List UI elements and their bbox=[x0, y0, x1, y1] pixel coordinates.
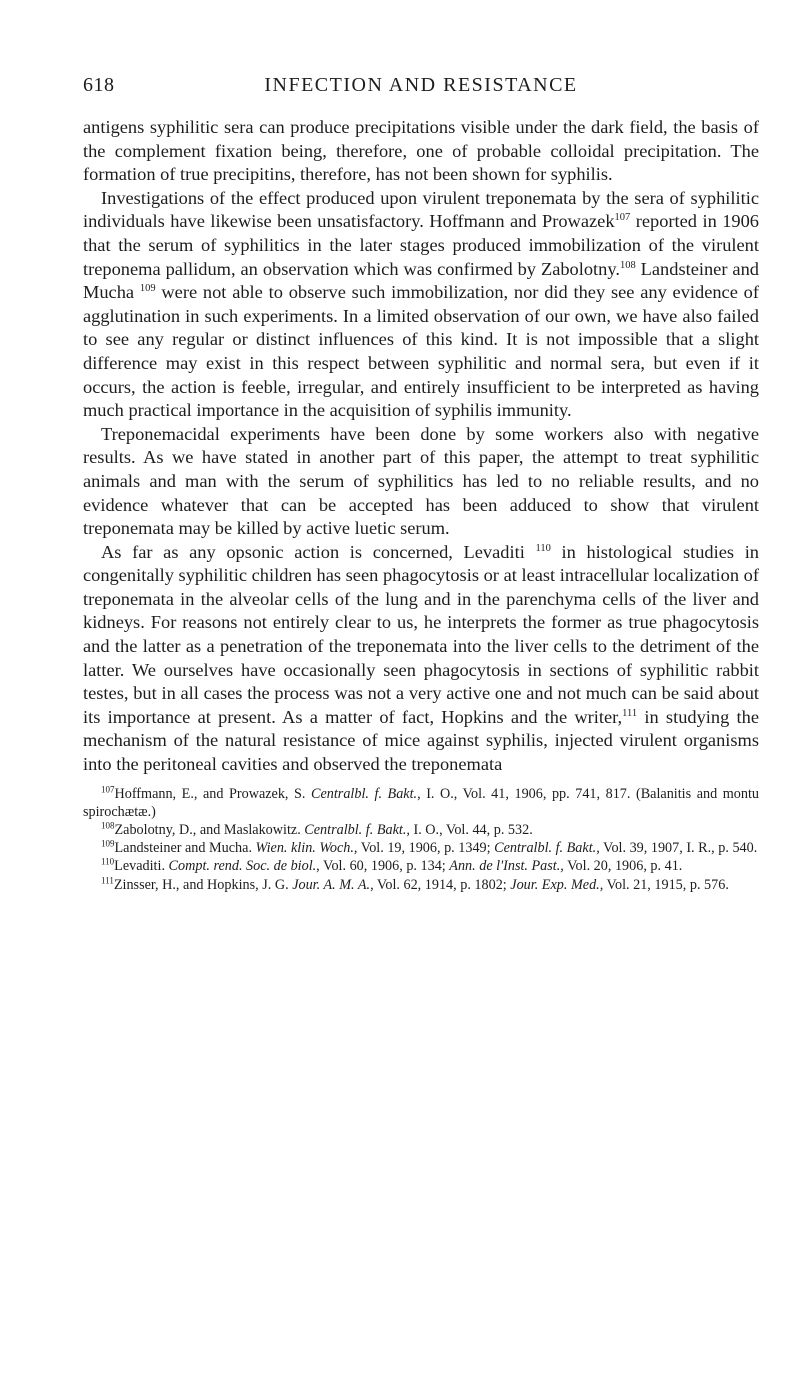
paragraph-3 bbox=[83, 423, 759, 541]
journal-title: Centralbl. f. Bakt., bbox=[494, 840, 600, 857]
footnote-text: Vol. 19, 1906, p. 1349; bbox=[357, 840, 495, 857]
footnote-number: 109 bbox=[101, 838, 115, 849]
journal-title: Wien. klin. Woch., bbox=[255, 840, 358, 857]
footnote-text: Zinsser, H., and Hopkins, J. G. bbox=[113, 876, 293, 893]
paragraph-text: Landsteiner and Mucha bbox=[83, 258, 759, 303]
footnote-text: Vol. 60, 1906, p. 134; bbox=[319, 858, 450, 875]
footnote-text: Vol. 62, 1914, p. 1802; bbox=[373, 876, 511, 893]
paragraph-text: Treponemacidal experiments have been done by some workers also with negative results. As we have stated in another part of this paper, the attempt to treat syphilitic animals and man with the serum of syphilitics has led to no reliable results, and no evidence whatever that can be accepted has been adduced to show that virulent treponemata may be killed by active luetic serum. bbox=[83, 423, 759, 539]
footnote-number: 107 bbox=[101, 783, 115, 794]
footnote-ref-111[interactable]: 111 bbox=[622, 707, 638, 719]
paragraph-text: antigens syphilitic sera can produce precipitations visible under the dark field, the basis of the complement fixation being, therefore, one of probable colloidal precipitation. The formation of true precipitins, therefore, has not been shown for syphilis. bbox=[83, 117, 759, 185]
paragraph-text: in histological studies in congenitally syphilitic children has seen phagocytosis or at least intracellular localization of treponemata in the alveolar cells of the lung and in the parenchyma cells of the liver and kidneys. For reasons not entirely clear to us, he interprets the former as true phagocytosis and the latter as a penetration of the treponemata into the liver cells to the detriment of the latter. We ourselves have occasionally seen phagocytosis in sections of syphilitic rabbit testes, but in all cases the process was not a very active one and not much can be said about its importance at present. As a matter of fact, Hopkins and the writer, bbox=[83, 541, 759, 727]
journal-title: Jour. Exp. Med., bbox=[510, 876, 604, 893]
footnote-text: Landsteiner and Mucha. bbox=[114, 840, 256, 857]
footnote-text: Hoffmann, E., and Prowazek, S. bbox=[114, 785, 312, 802]
footnote-text: Vol. 39, 1907, I. R., p. 540. bbox=[599, 840, 758, 857]
footnote-number: 108 bbox=[101, 820, 115, 831]
journal-title: Centralbl. f. Bakt., bbox=[304, 822, 410, 839]
journal-title: Compt. rend. Soc. de biol., bbox=[168, 858, 320, 875]
footnote-107 bbox=[83, 785, 759, 821]
footnote-number: 111 bbox=[101, 874, 114, 885]
paragraph-text: As far as any opsonic action is concerned, Levaditi bbox=[101, 541, 536, 562]
paragraph-2 bbox=[83, 187, 759, 423]
book-page bbox=[83, 74, 759, 894]
footnote-ref-107[interactable]: 107 bbox=[614, 212, 631, 224]
footnote-text: Vol. 20, 1906, p. 41. bbox=[563, 858, 683, 875]
paragraph-text: were not able to observe such immobilization, nor did they see any evidence of agglutination in such experiments. In a limited observation of our own, we have also failed to see any regular or distinct influences of this kind. It is not impossible that a slight difference may exist in this respect between syphilitic and normal sera, but even if it occurs, the action is feeble, irregular, and entirely insufficient to be interpreted as having much practical importance in the acquisition of syphilis immunity. bbox=[83, 282, 759, 421]
footnote-111 bbox=[83, 876, 759, 894]
paragraph-4 bbox=[83, 541, 759, 777]
footnote-text: I. O., Vol. 44, p. 532. bbox=[409, 822, 533, 839]
journal-title: Jour. A. M. A., bbox=[292, 876, 374, 893]
page-number: 618 bbox=[83, 74, 115, 96]
footnote-number: 110 bbox=[101, 856, 115, 867]
footnote-110 bbox=[83, 857, 759, 875]
page-header bbox=[83, 74, 759, 108]
footnotes bbox=[83, 785, 759, 894]
footnote-108 bbox=[83, 821, 759, 839]
journal-title: Ann. de l'Inst. Past., bbox=[449, 858, 564, 875]
journal-title: Centralbl. f. Bakt., bbox=[311, 785, 421, 802]
running-head: INFECTION AND RESISTANCE bbox=[264, 74, 578, 96]
body-text bbox=[83, 116, 759, 777]
paragraph-text: in studying the mechanism of the natural resistance of mice against syphilis, injected virulent organisms into the peritoneal cavities and observed the treponemata bbox=[83, 706, 759, 775]
footnote-ref-109[interactable]: 109 bbox=[139, 283, 156, 295]
paragraph-1 bbox=[83, 116, 759, 187]
paragraph-text: Investigations of the effect produced upon virulent treponemata by the sera of syphilitic individuals have likewise been unsatisfactory. Hoffmann and Prowazek bbox=[83, 187, 759, 232]
footnote-ref-108[interactable]: 108 bbox=[619, 259, 636, 271]
footnote-ref-110[interactable]: 110 bbox=[535, 542, 551, 554]
footnote-text: Vol. 21, 1915, p. 576. bbox=[603, 876, 729, 893]
footnote-109 bbox=[83, 839, 759, 857]
paragraph-text: reported in 1906 that the serum of syphilitics in the later stages produced immobilization of the virulent treponema pallidum, an observation which was confirmed by Zabolotny. bbox=[83, 211, 760, 279]
footnote-text: Zabolotny, D., and Maslakowitz. bbox=[114, 822, 305, 839]
footnote-text: Levaditi. bbox=[114, 858, 169, 875]
footnote-text: I. O., Vol. 41, 1906, pp. 741, 817. (Balanitis and montu spirochætæ.) bbox=[83, 785, 759, 820]
